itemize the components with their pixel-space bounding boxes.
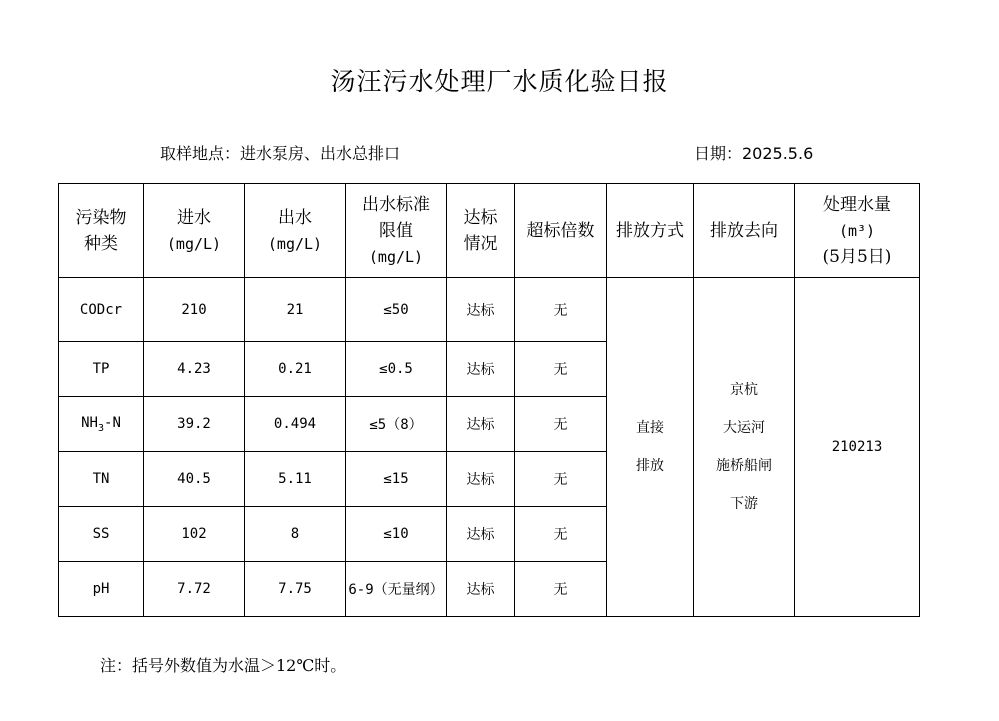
over-value: 无 [515,397,607,452]
pollutant-name: pH [59,562,144,617]
table-row [59,278,920,342]
over-value: 无 [515,278,607,342]
limit-value: ≤0.5 [346,342,447,397]
status-value: 达标 [447,452,515,507]
pollutant-name: TN [59,452,144,507]
limit-value: ≤15 [346,452,447,507]
treated-volume: 210213 [795,278,920,617]
status-value: 达标 [447,507,515,562]
status-value: 达标 [447,278,515,342]
header-inflow: 进水 (mg/L) [144,184,245,278]
over-value: 无 [515,562,607,617]
outflow-value: 21 [245,278,346,342]
footnote: 注：括号外数值为水温＞12℃时。 [100,656,347,675]
inflow-value: 210 [144,278,245,342]
discharge-method: 直接 排放 [607,278,694,617]
over-value: 无 [515,452,607,507]
pollutant-name: $NH_3-N$ [59,397,144,452]
outflow-value: 5.11 [245,452,346,507]
header-method: 排放方式 [607,184,694,278]
header-over: 超标倍数 [515,184,607,278]
limit-value: ≤50 [346,278,447,342]
pollutant-name: CODcr [59,278,144,342]
header-status: 达标 情况 [447,184,515,278]
outflow-value: 7.75 [245,562,346,617]
inflow-value: 7.72 [144,562,245,617]
inflow-value: 39.2 [144,397,245,452]
header-destination: 排放去向 [694,184,795,278]
outflow-value: 8 [245,507,346,562]
page-title: 汤汪污水处理厂水质化验日报 [330,67,669,96]
water-quality-table [58,183,920,617]
status-value: 达标 [447,562,515,617]
inflow-value: 40.5 [144,452,245,507]
limit-value: 6-9（无量纲） [346,562,447,617]
report-date: 日期：2025.5.6 [694,144,814,163]
pollutant-name: TP [59,342,144,397]
outflow-value: 0.494 [245,397,346,452]
over-value: 无 [515,342,607,397]
sampling-location: 取样地点：进水泵房、出水总排口 [160,144,401,163]
discharge-destination: 京杭 大运河 施桥船闸 下游 [694,278,795,617]
outflow-value: 0.21 [245,342,346,397]
header-standard: 出水标准 限值 (mg/L) [346,184,447,278]
header-outflow: 出水 (mg/L) [245,184,346,278]
status-value: 达标 [447,342,515,397]
inflow-value: 102 [144,507,245,562]
limit-value: ≤5（8） [346,397,447,452]
pollutant-name: SS [59,507,144,562]
header-row [59,184,920,278]
status-value: 达标 [447,397,515,452]
inflow-value: 4.23 [144,342,245,397]
header-volume: 处理水量 (m³) (5月5日) [795,184,920,278]
header-pollutant: 污染物 种类 [59,184,144,278]
over-value: 无 [515,507,607,562]
limit-value: ≤10 [346,507,447,562]
